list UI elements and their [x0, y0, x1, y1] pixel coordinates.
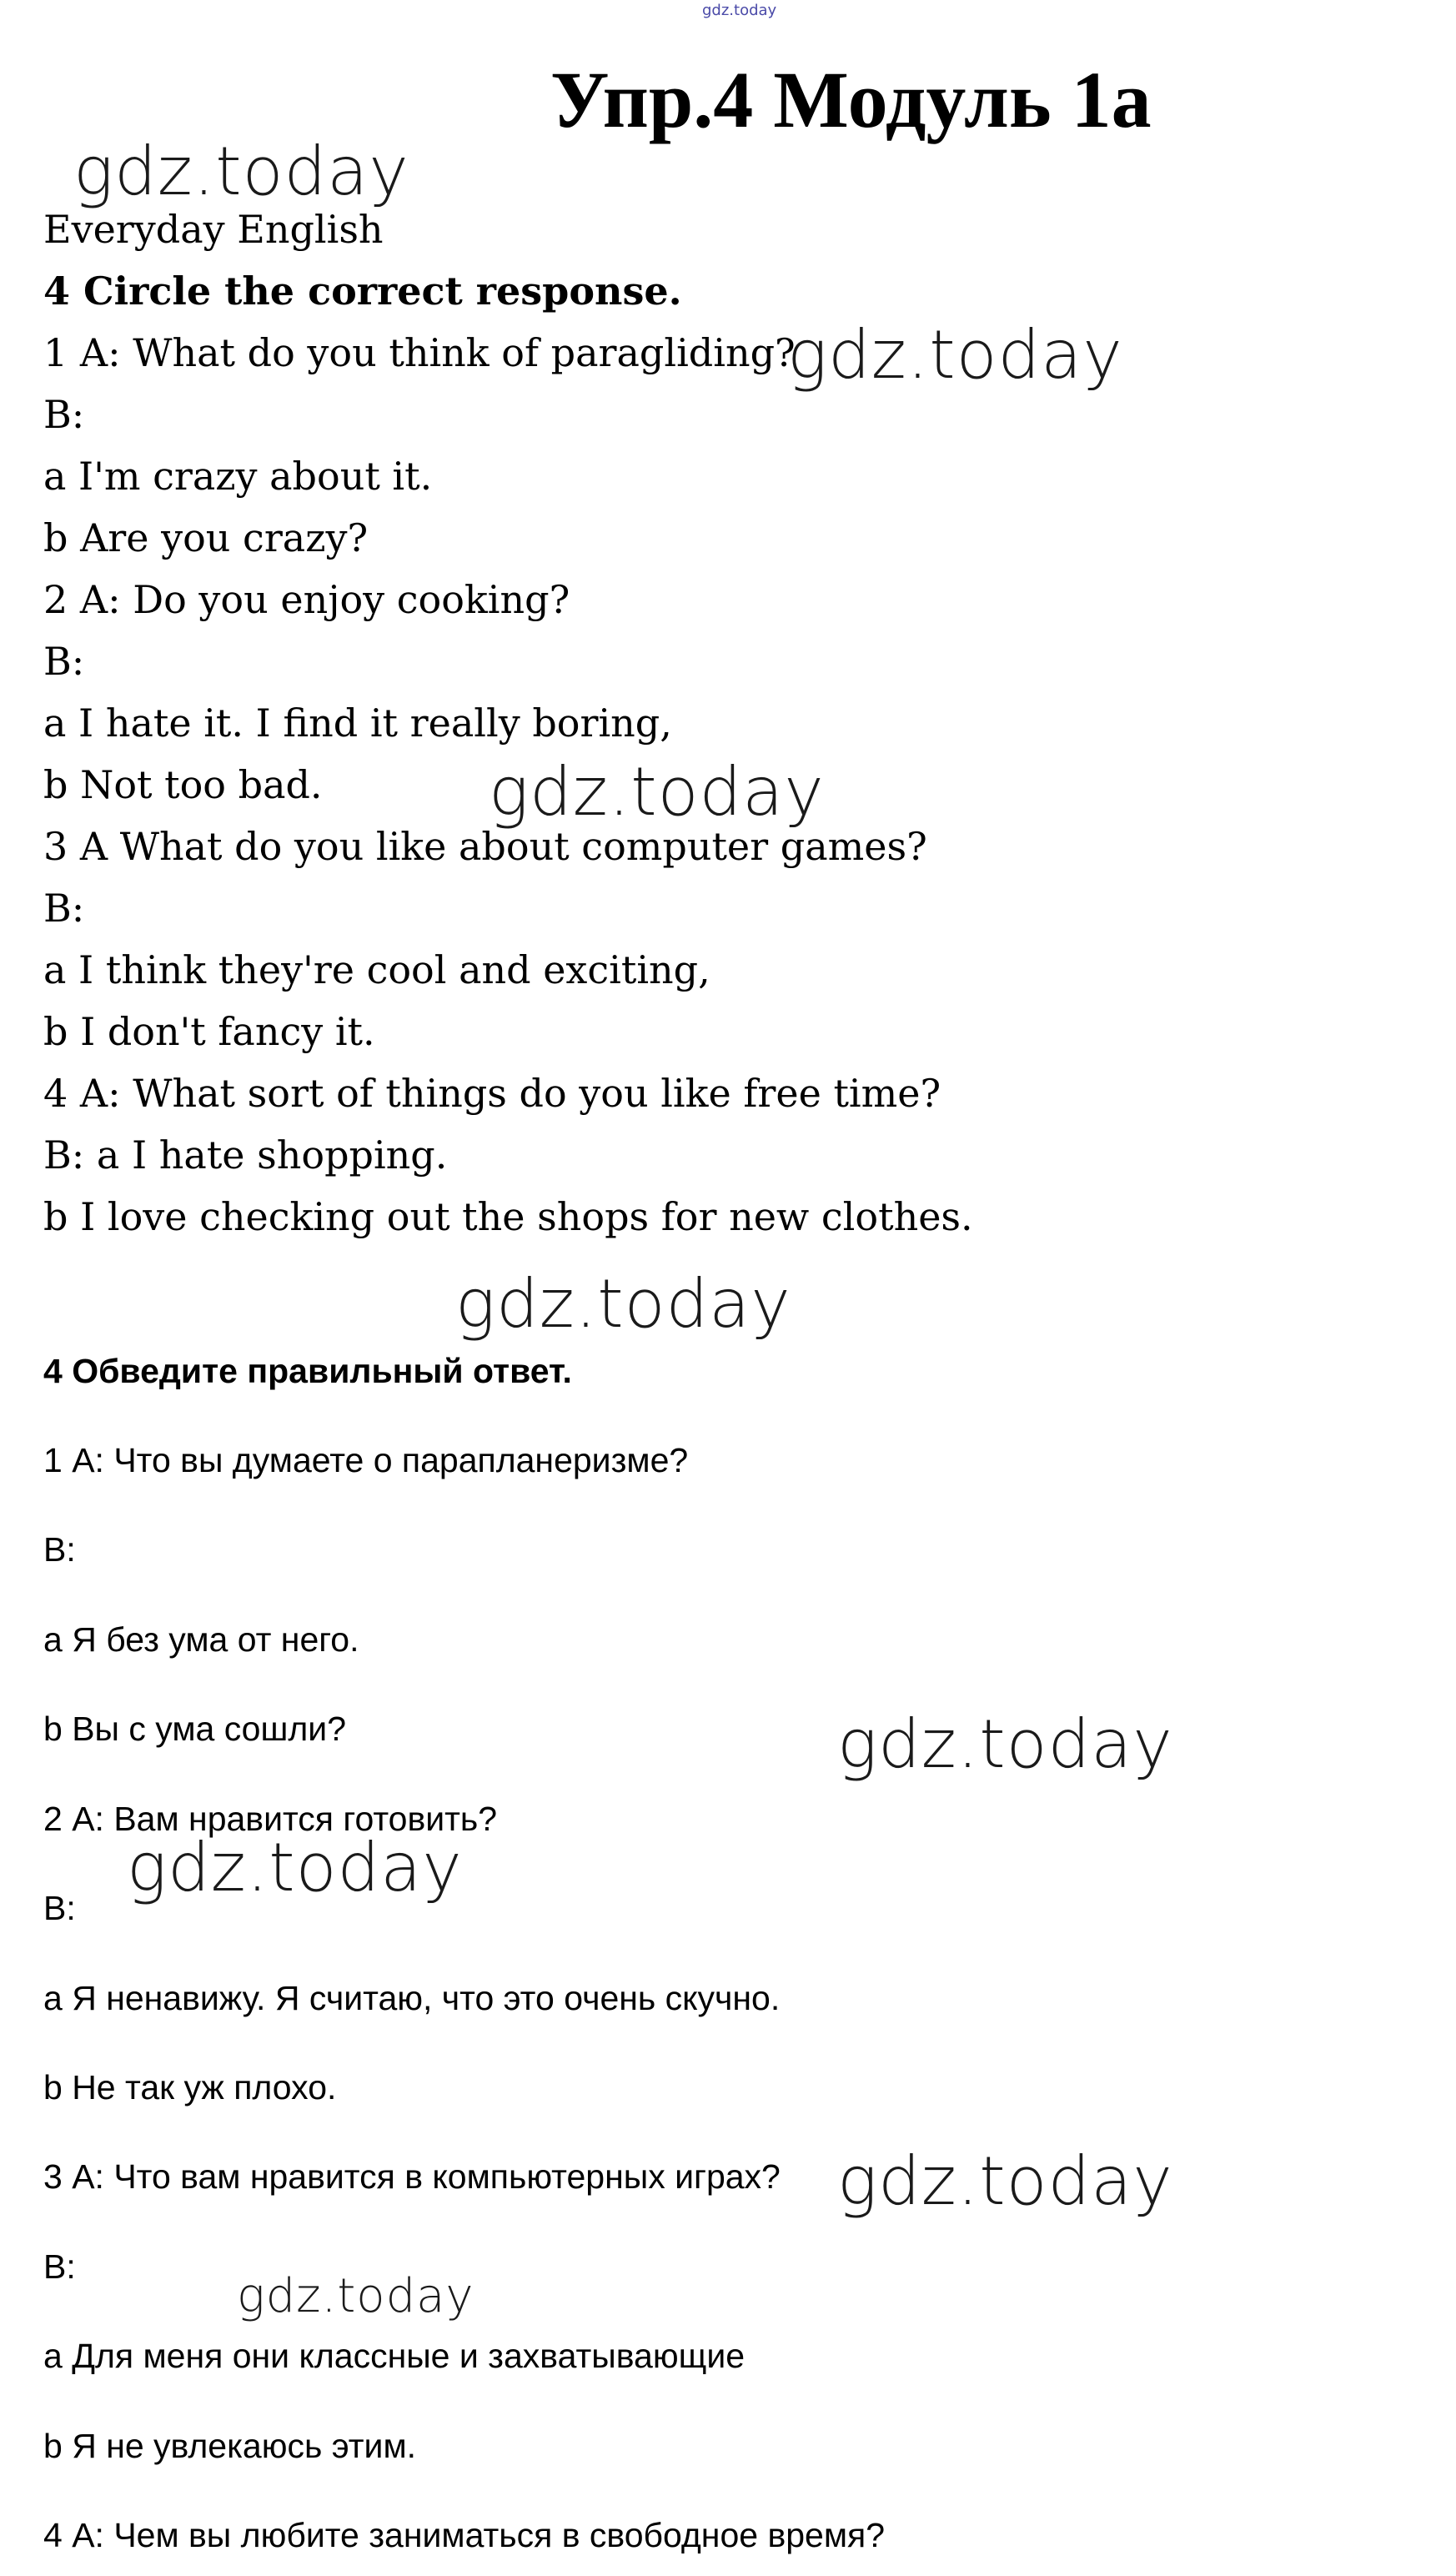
russian-line: 1 А: Что вы думаете о парапланеризме? [43, 1441, 689, 1479]
english-line: 2 A: Do you enjoy cooking? [43, 577, 570, 622]
english-line: a I hate it. I find it really boring, [43, 700, 672, 746]
english-line: B: [43, 639, 85, 684]
english-line: a I'm crazy about it. [43, 454, 433, 499]
english-line: b I love checking out the shops for new clothes. [43, 1194, 973, 1239]
section-heading: Everyday English [43, 207, 384, 252]
english-line: a I think they're cool and exciting, [43, 947, 710, 992]
russian-line: а Я без ума от него. [43, 1620, 359, 1659]
watermark: gdz.today [127, 1829, 463, 1906]
english-line: B: [43, 886, 85, 931]
english-line: b I don't fancy it. [43, 1009, 375, 1054]
english-line: B: a I hate shopping. [43, 1132, 448, 1178]
russian-line: а Для меня они классные и захватывающие [43, 2337, 746, 2375]
english-line: 1 A: What do you think of paragliding? [43, 330, 796, 375]
russian-line: а Я ненавижу. Я считаю, что это очень скучно. [43, 1979, 781, 2017]
russian-line: В: [43, 1530, 76, 1569]
russian-line: В: [43, 2247, 76, 2286]
watermark: gdz.today [787, 316, 1123, 394]
watermark: gdz.today [237, 2269, 474, 2323]
russian-line: 4 А: Чем вы любите заниматься в свободное время? [43, 2516, 886, 2554]
russian-line: 3 А: Что вам нравится в компьютерных играх? [43, 2157, 781, 2196]
russian-task-heading: 4 Обведите правильный ответ. [43, 1352, 572, 1390]
russian-line: b Вы с ума сошли? [43, 1710, 346, 1748]
russian-line: 2 А: Вам нравится готовить? [43, 1800, 498, 1838]
watermark: gdz.today [455, 1265, 791, 1343]
english-line: B: [43, 392, 85, 437]
russian-line: В: [43, 1889, 76, 1927]
english-line: 4 A: What sort of things do you like free time? [43, 1071, 941, 1116]
russian-line: b Я не увлекаюсь этим. [43, 2427, 417, 2465]
watermark: gdz.today [837, 1705, 1173, 1783]
english-line: b Not too bad. [43, 762, 323, 807]
english-line: b Are you crazy? [43, 515, 369, 560]
english-line: 3 A What do you like about computer games? [43, 824, 927, 869]
russian-line: b Не так уж плохо. [43, 2068, 337, 2106]
watermark: gdz.today [489, 753, 825, 831]
page-title: Упр.4 Модуль 1а [550, 55, 1152, 144]
top-watermark: gdz.today [702, 2, 777, 19]
english-task-heading: 4 Circle the correct response. [43, 269, 682, 314]
watermark: gdz.today [73, 133, 409, 210]
watermark: gdz.today [837, 2142, 1173, 2220]
